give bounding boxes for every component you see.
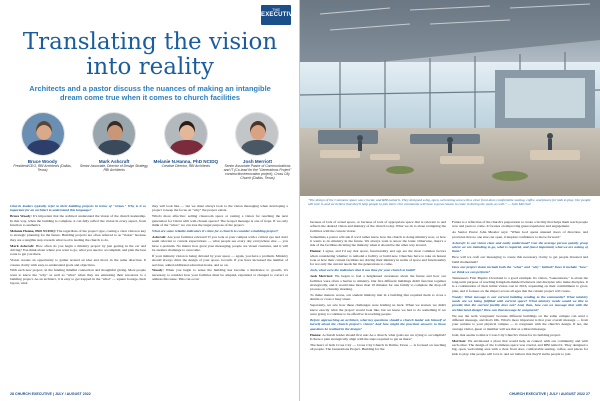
paragraph-text: Future is a reflection of the church's preparation to create a facility that helps them reach people now and years to come. It focuses on improving guest experience and engagement. [452,220,588,229]
left-page-footer [10,391,289,397]
headline-line-1: Translating the vision [22,29,278,55]
paragraph-text: How will we craft our messaging to create this necessary clarity to get people invested and build momentum? [452,255,588,264]
answer-paragraph [310,235,446,248]
article-headline [0,30,300,80]
answer-paragraph [452,314,588,331]
speaker-name: Hanna: [310,332,322,337]
commons-interior-illustration [300,0,600,196]
contributor-role: President/CEO, RBI Architects (Dallas, Texas) [13,164,72,173]
interview-question: Before approaching an architect, what key questions should a church leader ask himself or herself about the church project's vision? And how might the practical answers to those questions be realized in the design? [310,318,446,331]
answer-paragraph [310,333,446,342]
paragraph-text: To make matters worse, our student ministry met in a building that required them to cross a shuttle or cross a busy street. [310,293,446,302]
paragraph-text: Are your facilities relevant? If you look at your campus with a critical eye and don't seem relevant to current expectations — what people see every day everywhere else — you have a problem. No matter how great your messaging, people are visual creatures, and it will be another challenge to overcome. [152,234,288,252]
paragraph-text: Josh, that seems to mirror Cross City Church's vision for its building project. [452,332,562,337]
photo-caption: "The design of the Commons space was crucial, and RBI nailed it. They designed a big, open, welcoming area with a clear front door, comfortable seating, coffee, and places for kids to play. Our people will love it, and we believe that they'll help people to join them. Our community will have a great reason to come in during the week, as well." — Josh Merriott [308,198,591,207]
answer-paragraph [152,268,288,281]
contributor-card [151,112,220,198]
photo-body [241,140,275,156]
speaker-name: Bruce Woody: [10,214,32,219]
answer-paragraph [310,220,446,233]
contributor-card [8,112,77,198]
right-page-columns [310,220,588,387]
left-column-2 [152,204,288,387]
headline-line-2: into reality [86,54,214,80]
photo-head [36,121,52,140]
interview-question: Does our project vision include both the "what" and "why" behind? Does it include "how" we think we can perform? [452,265,588,274]
answer-paragraph [152,235,288,252]
interview-question: Ashcraft: Is our vision clear and easily understood? Can the average person quickly grasp where we are intending to go, what is required, and (most important) what we are asking of them? [452,240,588,254]
answer-paragraph [310,274,446,291]
right-column-2 [452,220,588,387]
photo-body [170,140,204,156]
photo-body [27,140,61,156]
answer-paragraph [10,229,146,242]
answer-paragraph [152,204,288,213]
contributor-card [223,112,292,198]
contributors-row [8,112,292,198]
paragraph-text: A church leader should first ask: As a church, what goals are we trying to accomplish? Is there a plan strategically align with the steps required to get us there? [310,332,446,341]
answer-paragraph [310,303,446,316]
answer-paragraph [310,343,446,352]
paragraph-text: because of lack of actual space, or because of lack of appropriate space that is relevant to and reflects the desired vision and ministry of the church today. What we do is about realigning the facilities with the current vision. [310,220,446,233]
paragraph-text: It's important that the architect understand the vision of the church leadership. In that way, when the building is complete, it can fully reflect the vision in every aspect, from function to aesthetics. [10,214,146,227]
answer-paragraph [452,220,588,229]
paragraph-text: When you begin to sense the building has become a hindrance to growth, it's necessary to consider how your facilities must be adapted, expanded or changed to correct or address this issue. This can occur [152,268,288,282]
contributor-role: Senior Associate Pastor of Communications and IT (Co-lead for the "Generations Project" construction/renovation project), Cross City Church (Dallas, Texas) [223,164,292,181]
paragraph-text: As Senior Pastor John Meador says: "When God opens unusual doors of direction, and provision that no one else can open, it inspires confidence to move forward." [452,230,588,239]
answer-paragraph [152,254,288,267]
paragraph-text: What's more effective: selling classroom space or casting a vision for reaching the next generation for Christ with well-chosen spaces? The Gospel message is one of hope. If we only think of the "what," we can lose the larger purpose of the project. [152,214,288,227]
answer-paragraph [10,214,146,227]
speaker-name: Josh Merriott: [310,274,334,279]
paragraph-text: The heart of both Cross City — Cross City Church in Dallas, Texas — is focused on reaching all people. The Generations Project. Building for the [310,342,446,352]
contributor-name: Josh Merriott [242,159,273,164]
paragraph-text: Sometimes a pastor will ask if we'd rather know how the church is doing ministry now, or how it wants to do ministry in the future. We always want to know the latter. Otherwise, there's a risk of the facilities dictating the ministry when it should be the other way around. [310,234,446,248]
paragraph-text: We use the term 'congruent' because different buildings on the same campus can send a different message, and that's OK. What's more important is that your overall message — from your website to your physical campus — is congruent with the church's design. If not, the average visitor, guest or member will see that as a mixed message. [452,313,588,331]
executive-logo-badge [261,5,297,25]
article-deck: Architects and a pastor discuss the nuances of making an intangible dream come true when it comes to church facilities [29,84,271,102]
paragraph-text: I agree, and I'd say that space, functionality and age are the most common factors when considering whether to remodel a facility or build new. Churches have to take an honest look at how their current facilities are driving their ministry in terms of space and functionality for not only the current needs but the generations to come. [310,249,446,267]
interview-question: Church leaders typically refer to their building projects in terms of "vision." Why is it so important for an architect to understand this language? [10,204,146,213]
contributor-role: Senior Associate, Director of Design Strategy, RBI Architects [79,164,149,173]
contributor-name: Bruce Woody [27,159,58,164]
contributor-photo [92,112,136,156]
speaker-name: Woody: [152,268,164,273]
paragraph-text: With each new project, in the funding mindful connection and thoughtful giving. Most people want to know the "why" as well as "what" when they are entrusting their resources to a building project. As an architect, it is easy to get trapped in the "what" — square footage, their layout, what [10,268,146,286]
speaker-name: Hanna: [310,249,322,254]
speaker-name: Melanie Hanna, PhD NCIDQ: [10,228,56,233]
answer-paragraph [452,339,588,356]
answer-paragraph [152,214,288,227]
left-column-1 [10,204,146,387]
badge-main-text: EXECUTIVE [261,12,297,18]
right-page-footer [310,391,590,397]
church-commons-photo [300,0,600,196]
paragraph-text: The regardless of the project type, casting a clear vision is key to strategic planning for the future. Building projects are often referred to as "vision" because they are a tangible step towards what God is leading the church to do. [10,228,146,242]
paragraph-text: Tennessee's First Baptist Cleveland is a good example. Its vision, "Generations," is about the long-term purpose of reaching Kingdom-minded believers and disciples who make disciples. It is a continuation of their initial vision cast in 2016, expanding on their commitment to grow, plan, and it focuses on the impact across all ages that the current project will create. [452,275,588,293]
paragraph-text: they will look like — but we must always look to the vision messaging when developing a project to keep the focus on "why" the project exists. [152,204,288,213]
interview-question: What are some reliable indicators it's time for a church to consider a building project? [152,228,279,233]
answer-paragraph [310,249,446,266]
paragraph-text: How often do you begin a ministry project by just getting in the car and driving? You think about where you want to go, what you need to accomplish, and plan the best route to get you there. [10,243,146,257]
contributor-card [80,112,149,198]
right-page [300,0,600,401]
right-footer-text: CHURCH EXECUTIVE | JULY / AUGUST 2022 27 [509,392,590,396]
paragraph-text: We envisioned a place that would help us connect with our community and with each other. The design of the Commons space was crucial, and RBI nailed it. They designed a big, open, welcoming area with a clear front door, comfortable seating, coffee, and places for kids to play. Our people will love it, and we believe that they'll invite people to join [452,338,588,356]
paragraph-text: We began to feel a heightened awareness about the future and how our facilities were often a barrier to ministry. Our five different buildings didn't function together strategically, and it would take more than 10 minutes for one family to complete the drop-off process on a Sunday morning. [310,274,446,292]
badge-top-text: THE [272,7,280,12]
contributor-role: Creative Director, RBI Architects [161,164,211,168]
contributor-name: Mark Ashcraft [98,159,130,164]
contributor-photo [235,112,279,156]
answer-paragraph [452,230,588,239]
contributor-photo [164,112,208,156]
photo-body [98,140,132,156]
left-page-columns [10,204,288,387]
speaker-name: Mark Ashcraft: [10,243,35,248]
answer-paragraph [10,244,146,257]
speaker-name: Merriott: [452,338,467,343]
answer-paragraph [310,293,446,302]
interview-question: Josh, what were the indicators that it was time for your church to build? [310,268,416,273]
answer-paragraph [452,333,588,337]
answer-paragraph [10,258,146,267]
paragraph-text: Separately, we saw how these challenges were holding us back. When we started, we didn't know exactly what the project would look like, but we knew we had to do something if we were going to continue to be effective in reaching people. [310,303,446,317]
contributor-name: Melanie N.Hanna, PhD NCIDQ [153,159,219,164]
speaker-name: Ashcraft: [152,234,167,239]
left-footer-text: 28 CHURCH EXECUTIVE | JULY / AUGUST 2022 [10,392,91,396]
answer-paragraph [10,268,146,285]
answer-paragraph [452,276,588,293]
interview-question: Woody: What message is our current building sending to the community? What ministry needs are we being fulfilled with current space? What ministry needs would we like to provide that the current facility does not? And, then, how can we message that with the architectural design? How can that message be congruent? [452,294,588,312]
paragraph-text: Vision creates an opportunity to gather around an idea and move in the same direction. It creates clarity with easy-to-understand goals and objectives. [10,258,146,267]
paragraph-text: If your ministry vision is being dictated by your space — again, you have a problem. Ministry should always drive the design of your space. Growth. If you have increased the number of services, added additional education hours, and so on. [152,253,288,267]
contributor-photo [21,112,65,156]
answer-paragraph [452,255,588,264]
right-column-1 [310,220,446,387]
photo-head [179,121,195,140]
